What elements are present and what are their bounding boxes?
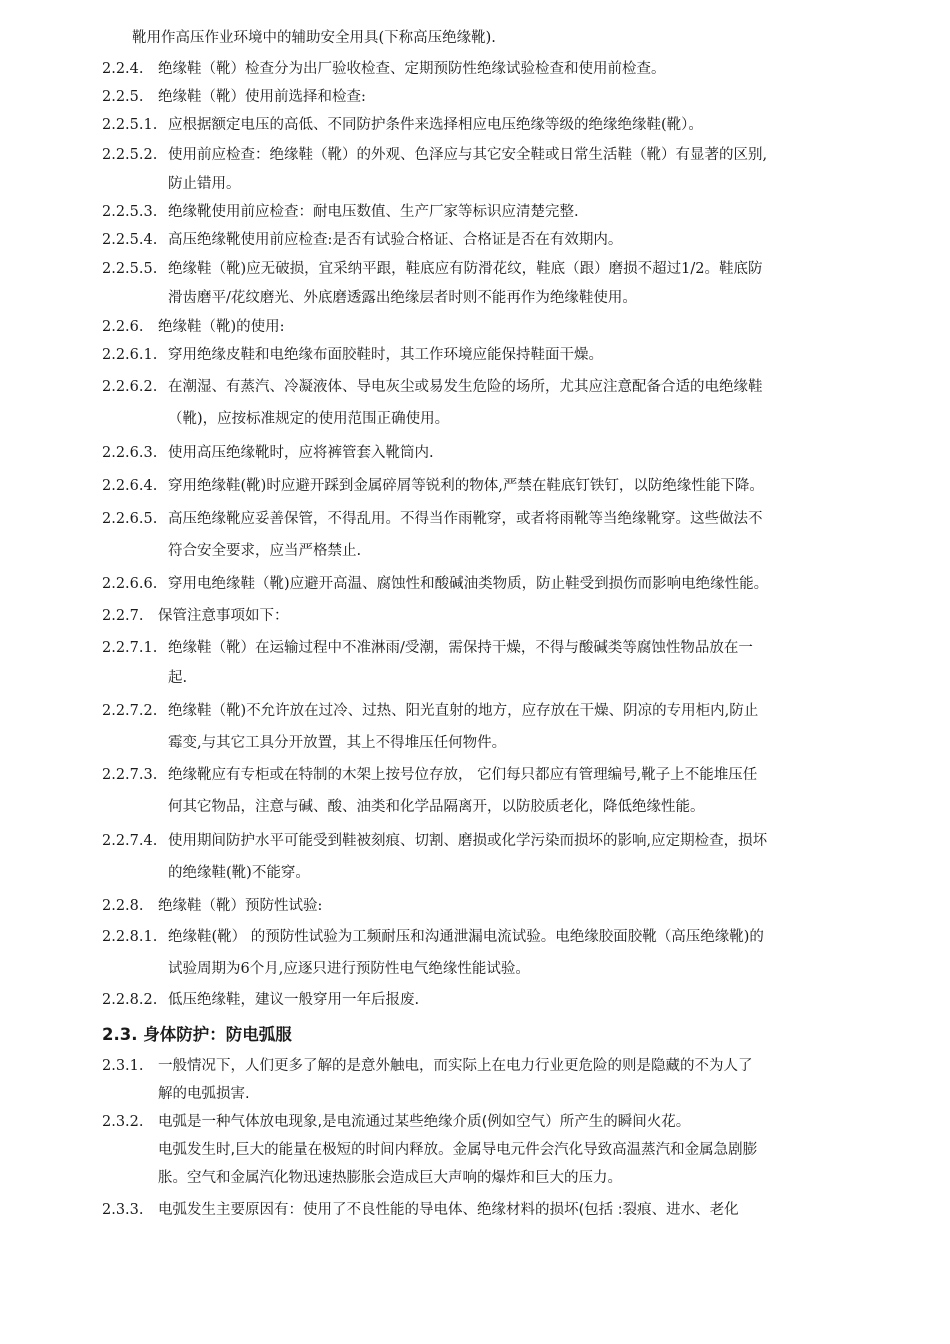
body-clause-text: 试验周期为6个月,应逐只进行预防性电气绝缘性能试验。 [168, 961, 530, 977]
body-clause-text: 绝缘鞋（靴）在运输过程中不准淋雨/受潮，需保持干燥，不得与酸碱类等腐蚀性物品放在一 [168, 640, 753, 656]
body-clause-text: 穿用电绝缘鞋（靴)应避开高温、腐蚀性和酸碱油类物质，防止鞋受到损伤而影响电绝缘性能。 [168, 576, 769, 592]
body-clause-number: 2.2.8. [102, 898, 144, 914]
body-clause-number: 2.2.7.1. [102, 640, 158, 656]
body-clause-text: 何其它物品，注意与碱、酸、油类和化学品隔离开，以防胶质老化，降低绝缘性能。 [168, 799, 705, 815]
body-line [102, 505, 862, 533]
body-clause-number: 2.2.7.2. [102, 703, 158, 719]
body-clause-number: 2.2.5.2. [102, 147, 158, 163]
body-line [102, 198, 862, 226]
body-clause-number: 2.2.6.1. [102, 347, 158, 363]
body-line [102, 373, 862, 401]
body-clause-text: 防止错用。 [168, 176, 241, 192]
body-clause-text: 使用期间防护水平可能受到鞋被刻痕、切割、磨损或化学污染而损坏的影响,应定期检查，损坏 [168, 833, 768, 849]
body-clause-text: 绝缘鞋（靴)的使用: [158, 319, 285, 335]
body-line [102, 986, 862, 1014]
section-clause-text: 电弧发生时,巨大的能量在极短的时间内释放。金属导电元件会汽化导致高温蒸汽和金属急剧膨 [158, 1142, 758, 1158]
body-line [102, 141, 862, 169]
section-line [102, 1196, 862, 1224]
body-line [102, 341, 862, 369]
body-clause-number: 2.2.7.3. [102, 767, 158, 783]
body-line [102, 761, 862, 789]
body-line [102, 405, 862, 433]
body-line [102, 664, 862, 692]
body-clause-text: 应根据额定电压的高低、不同防护条件来选择相应电压绝缘等级的绝缘绝缘鞋(靴）。 [168, 117, 703, 133]
section-line [102, 1164, 862, 1192]
body-line [102, 570, 862, 598]
body-line [102, 697, 862, 725]
body-clause-text: 滑齿磨平/花纹磨光、外底磨透露出绝缘层者时则不能再作为绝缘鞋使用。 [168, 290, 637, 306]
section-clause-text: 一般情况下，人们更多了解的是意外触电，而实际上在电力行业更危险的则是隐藏的不为人了 [158, 1058, 753, 1074]
body-line [102, 955, 862, 983]
body-line [102, 729, 862, 757]
body-line [102, 284, 862, 312]
body-line [102, 226, 862, 254]
body-line [102, 892, 862, 920]
body-clause-text: 起. [168, 670, 188, 686]
body-clause-text: 绝缘鞋（靴)应无破损，宜采纳平跟，鞋底应有防滑花纹，鞋底（跟）磨损不超过1/2。鞋底防 [168, 261, 763, 277]
body-line [102, 859, 862, 887]
body-line [102, 602, 862, 630]
body-line [102, 793, 862, 821]
body-clause-number: 2.2.6.3. [102, 445, 158, 461]
section-clause-number: 2.3.2. [102, 1114, 144, 1130]
body-clause-number: 2.2.7.4. [102, 833, 158, 849]
section-line [102, 1080, 862, 1108]
section-clause-text: 解的电弧损害. [158, 1086, 250, 1102]
body-clause-text: 绝缘鞋（靴）检查分为出厂验收检查、定期预防性绝缘试验检查和使用前检查。 [158, 61, 666, 77]
body-clause-text: 绝缘靴应有专柜或在特制的木架上按号位存放， 它们每只都应有管理编号,靴子上不能堆压任 [168, 767, 758, 783]
body-line [102, 24, 862, 52]
body-clause-text: 穿用绝缘皮鞋和电绝缘布面胶鞋时，其工作环境应能保持鞋面干燥。 [168, 347, 603, 363]
section-heading: 2.3. 身体防护：防电弧服 [102, 1025, 292, 1044]
body-line [102, 170, 862, 198]
body-clause-text: 在潮湿、有蒸汽、冷凝液体、导电灰尘或易发生危险的场所，尤其应注意配备合适的电绝缘鞋 [168, 379, 763, 395]
body-line [102, 537, 862, 565]
body-clause-text: 绝缘鞋（靴)不允许放在过冷、过热、阳光直射的地方，应存放在干燥、阴凉的专用柜内,防止 [168, 703, 759, 719]
body-clause-text: 使用前应检查：绝缘鞋（靴）的外观、色泽应与其它安全鞋或日常生活鞋（靴）有显著的区别, [168, 147, 768, 163]
section-clause-text: 电弧发生主要原因有：使用了不良性能的导电体、绝缘材料的损坏(包括 :裂痕、进水、老化 [158, 1202, 739, 1218]
body-clause-text: 符合安全要求，应当严格禁止. [168, 543, 362, 559]
body-clause-number: 2.2.5. [102, 89, 144, 105]
body-line [102, 634, 862, 662]
body-clause-number: 2.2.6.2. [102, 379, 158, 395]
body-clause-text: 绝缘靴使用前应检查：耐电压数值、生产厂家等标识应清楚完整. [168, 204, 579, 220]
body-line [102, 255, 862, 283]
body-clause-text: 使用高压绝缘靴时，应将裤管套入靴筒内. [168, 445, 434, 461]
body-clause-number: 2.2.8.2. [102, 992, 158, 1008]
body-clause-text: 低压绝缘鞋，建议一般穿用一年后报废. [168, 992, 420, 1008]
body-line [102, 313, 862, 341]
body-line [102, 439, 862, 467]
body-clause-text: 高压绝缘靴使用前应检查:是否有试验合格证、合格证是否在有效期内。 [168, 232, 623, 248]
body-clause-number: 2.2.5.4. [102, 232, 158, 248]
body-clause-text: （靴)，应按标准规定的使用范围正确使用。 [168, 411, 450, 427]
body-clause-text: 霉变,与其它工具分开放置，其上不得堆压任何物件。 [168, 735, 507, 751]
body-clause-text: 的绝缘鞋(靴)不能穿。 [168, 865, 310, 881]
body-clause-number: 2.2.6.5. [102, 511, 158, 527]
body-line [102, 111, 862, 139]
section-clause-number: 2.3.3. [102, 1202, 144, 1218]
body-clause-number: 2.2.6. [102, 319, 144, 335]
body-clause-number: 2.2.5.1. [102, 117, 158, 133]
body-clause-number: 2.2.6.6. [102, 576, 158, 592]
section-line [102, 1136, 862, 1164]
body-clause-number: 2.2.5.5. [102, 261, 158, 277]
body-line [102, 83, 862, 111]
body-clause-text: 绝缘鞋(靴） 的预防性试验为工频耐压和沟通泄漏电流试验。电绝缘胶面胶靴（高压绝缘靴)的 [168, 929, 764, 945]
body-clause-number: 2.2.7. [102, 608, 144, 624]
section-clause-text: 电弧是一种气体放电现象,是电流通过某些绝缘介质(例如空气）所产生的瞬间火花。 [158, 1114, 691, 1130]
body-clause-text: 穿用绝缘鞋(靴)时应避开踩到金属碎屑等锐利的物体,严禁在鞋底钉铁钉，以防绝缘性能下降。 [168, 478, 764, 494]
body-clause-number: 2.2.4. [102, 61, 144, 77]
body-clause-number: 2.2.5.3. [102, 204, 158, 220]
section-line [102, 1052, 862, 1080]
body-line [102, 923, 862, 951]
body-line [102, 472, 862, 500]
body-line [102, 55, 862, 83]
body-clause-number: 2.2.6.4. [102, 478, 158, 494]
section-clause-text: 胀。空气和金属汽化物迅速热膨胀会造成巨大声响的爆炸和巨大的压力。 [158, 1170, 622, 1186]
body-clause-text: 绝缘鞋（靴）预防性试验: [158, 898, 323, 914]
body-clause-text: 靴用作高压作业环境中的辅助安全用具(下称高压绝缘靴). [132, 30, 496, 46]
body-line [102, 827, 862, 855]
section-clause-number: 2.3.1. [102, 1058, 144, 1074]
body-clause-text: 绝缘鞋（靴）使用前选择和检查: [158, 89, 366, 105]
body-clause-text: 保管注意事项如下： [158, 608, 289, 624]
body-clause-text: 高压绝缘靴应妥善保管，不得乱用。不得当作雨靴穿，或者将雨靴等当绝缘靴穿。这些做法不 [168, 511, 763, 527]
body-clause-number: 2.2.8.1. [102, 929, 158, 945]
section-line [102, 1108, 862, 1136]
